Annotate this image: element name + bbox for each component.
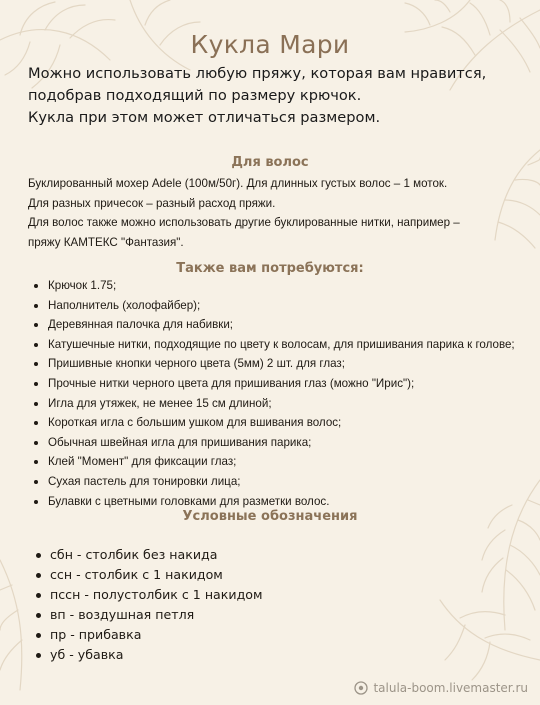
page-title: Кукла Мари <box>190 30 350 59</box>
list-item: Булавки с цветными головками для разметки волос. <box>34 492 534 512</box>
list-item: Катушечные нитки, подходящие по цвету к волосам, для пришивания парика к голове; <box>34 335 534 355</box>
intro-text <box>28 63 518 129</box>
hair-line: пряжу КАМТЕКС "Фантазия". <box>28 235 184 249</box>
watermark <box>354 681 528 695</box>
materials-section-heading: Также вам потребуются: <box>176 261 364 276</box>
hair-line: Для разных причесок – разный расход пряжи. <box>28 196 276 210</box>
list-item: Деревянная палочка для набивки; <box>34 315 534 335</box>
list-item: уб - убавка <box>34 645 434 665</box>
list-item: Короткая игла с большим ушком для вшивания волос; <box>34 413 534 433</box>
materials-list <box>34 276 534 511</box>
list-item: Пришивные кнопки черного цвета (5мм) 2 шт. для глаз; <box>34 354 534 374</box>
livemaster-logo-icon <box>354 681 368 695</box>
list-item: ссн - столбик с 1 накидом <box>34 565 434 585</box>
list-item: Клей "Момент" для фиксации глаз; <box>34 452 534 472</box>
list-item: Обычная швейная игла для пришивания парика; <box>34 433 534 453</box>
list-item: пр - прибавка <box>34 625 434 645</box>
hair-section-text <box>28 174 528 252</box>
list-item: пссн - полустолбик с 1 накидом <box>34 585 434 605</box>
list-item: вп - воздушная петля <box>34 605 434 625</box>
list-item: Прочные нитки черного цвета для пришивания глаз (можно "Ирис"); <box>34 374 534 394</box>
list-item: Игла для утяжек, не менее 15 см длиной; <box>34 394 534 414</box>
intro-paragraph: Можно использовать любую пряжу, которая вам нравится, подобрав подходящий по размеру крючок. <box>28 65 487 104</box>
list-item: Крючок 1.75; <box>34 276 534 296</box>
list-item: сбн - столбик без накида <box>34 545 434 565</box>
intro-paragraph: Кукла при этом может отличаться размером. <box>28 109 381 126</box>
abbreviations-section-heading: Условные обозначения <box>182 509 358 524</box>
watermark-text: talula-boom.livemaster.ru <box>373 681 528 695</box>
list-item: Наполнитель (холофайбер); <box>34 296 534 316</box>
hair-line: Буклированный мохер Adele (100м/50г). Для длинных густых волос – 1 моток. <box>28 177 448 190</box>
hair-line: Для волос также можно использовать другие буклированные нитки, например – <box>28 216 460 229</box>
hair-section-heading: Для волос <box>231 155 309 170</box>
list-item: Сухая пастель для тонировки лица; <box>34 472 534 492</box>
abbreviations-list <box>34 545 434 665</box>
